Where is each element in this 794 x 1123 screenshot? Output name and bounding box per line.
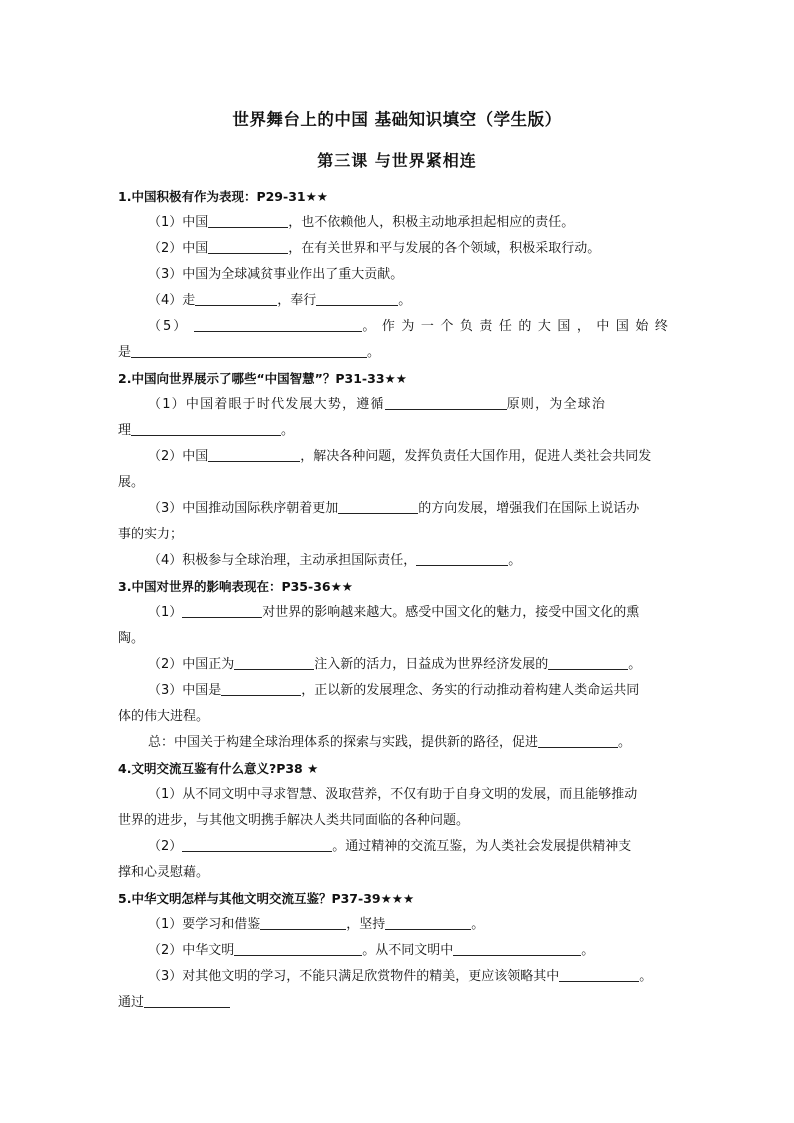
fill-blank[interactable]: [548, 655, 628, 670]
section-2-heading: 2.中国向世界展示了哪些“中国智慧”？P31-33★★: [118, 371, 407, 386]
fill-blank[interactable]: [234, 655, 314, 670]
s2-item-4: （4）积极参与全球治理，主动承担国际责任， 。: [148, 553, 522, 568]
fill-blank[interactable]: [538, 733, 618, 748]
s5-item-3: （3）对其他文明的学习，不能只满足欣赏物件的精美，更应该领略其中 。: [148, 969, 653, 984]
section-4-heading: 4.文明交流互鉴有什么意义?P38 ★: [118, 761, 319, 776]
s4-item-2: （2） 。通过精神的交流互鉴，为人类社会发展提供精神支: [148, 839, 632, 854]
fill-blank[interactable]: [208, 239, 288, 254]
fill-blank[interactable]: [131, 343, 367, 358]
s3-item-1: （1） 对世界的影响越来越大。感受中国文化的魅力，接受中国文化的熏: [148, 605, 640, 620]
s1-item-3: （3）中国为全球减贫事业作出了重大贡献。: [148, 267, 404, 282]
fill-blank[interactable]: [182, 837, 332, 852]
worksheet-content: [118, 184, 680, 1016]
fill-blank[interactable]: [385, 395, 507, 410]
fill-blank[interactable]: [208, 447, 300, 462]
s3-summary: 总：中国关于构建全球治理体系的探索与实践，提供新的路径，促进 。: [148, 735, 632, 750]
s2-item-2: （2）中国 ，解决各种问题，发挥负责任大国作用，促进人类社会共同发: [148, 449, 652, 464]
s1-item-4: （4）走 ，奉行 。: [148, 293, 412, 308]
s1-item-2: （2）中国 ，在有关世界和平与发展的各个领域，积极采取行动。: [148, 241, 601, 256]
fill-blank[interactable]: [416, 551, 508, 566]
section-5-heading: 5.中华文明怎样与其他文明交流互鉴？P37-39★★★: [118, 891, 415, 906]
fill-blank[interactable]: [338, 499, 418, 514]
s3-item-3: （3）中国是 ，正以新的发展理念、务实的行动推动着构建人类命运共同: [148, 683, 640, 698]
page-title: 世界舞台上的中国 基础知识填空（学生版）: [232, 110, 562, 129]
fill-blank[interactable]: [194, 317, 362, 332]
s4-item-1: （1）从不同文明中寻求智慧、汲取营养，不仅有助于自身文明的发展，而且能够推动: [148, 787, 638, 802]
fill-blank[interactable]: [182, 603, 262, 618]
s5-item-2: （2）中华文明 。从不同文明中 。: [148, 943, 595, 958]
section-1-heading: 1.中国积极有作为表现：P29-31★★: [118, 189, 328, 204]
fill-blank[interactable]: [131, 421, 281, 436]
s4-item-2-cont: 撑和心灵慰藉。: [118, 865, 210, 880]
s2-item-1: （1）中国着眼于时代发展大势，遵循 原则，为全球治: [148, 397, 607, 412]
fill-blank[interactable]: [144, 993, 230, 1008]
fill-blank[interactable]: [453, 941, 581, 956]
fill-blank[interactable]: [195, 291, 277, 306]
fill-blank[interactable]: [385, 915, 471, 930]
s1-item-5-cont: 是 。: [118, 345, 381, 360]
s3-item-2: （2）中国正为 注入新的活力，日益成为世界经济发展的 。: [148, 657, 642, 672]
section-3-heading: 3.中国对世界的影响表现在：P35-36★★: [118, 579, 353, 594]
fill-blank[interactable]: [234, 941, 362, 956]
s2-item-2-cont: 展。: [118, 475, 145, 490]
s2-item-1-cont: 理 。: [118, 423, 295, 438]
lesson-subtitle: 第三课 与世界紧相连: [317, 151, 477, 170]
s3-item-3-cont: 体的伟大进程。: [118, 709, 210, 724]
s3-item-1-cont: 陶。: [118, 631, 145, 646]
fill-blank[interactable]: [260, 915, 346, 930]
s1-item-1: （1）中国 ，也不依赖他人，积极主动地承担起相应的责任。: [148, 215, 575, 230]
s4-item-1-cont: 世界的进步，与其他文明携手解决人类共同面临的各种问题。: [118, 813, 470, 828]
s1-item-5: （5） 。作为一个负责任的大国，中国始终: [148, 319, 675, 334]
s5-item-1: （1）要学习和借鉴 ，坚持 。: [148, 917, 485, 932]
fill-blank[interactable]: [316, 291, 398, 306]
s2-item-3: （3）中国推动国际秩序朝着更加 的方向发展，增强我们在国际上说话办: [148, 501, 640, 516]
s5-item-4: 通过: [118, 990, 680, 1016]
fill-blank[interactable]: [221, 681, 301, 696]
fill-blank[interactable]: [208, 213, 288, 228]
fill-blank[interactable]: [559, 967, 639, 982]
s2-item-3-cont: 事的实力；: [118, 527, 184, 542]
